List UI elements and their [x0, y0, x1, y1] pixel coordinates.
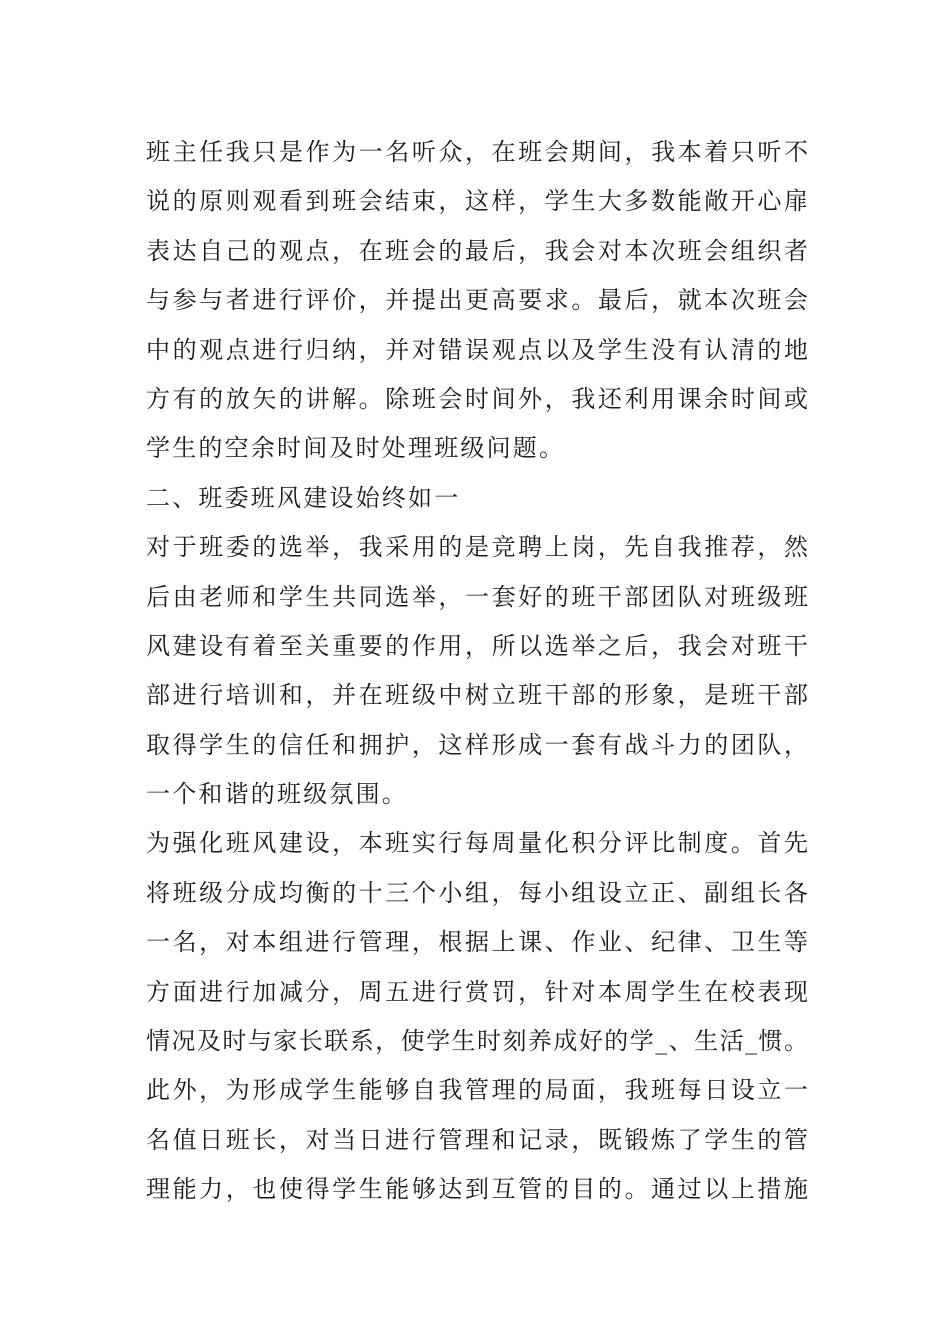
text-line: 学生的空余时间及时处理班级问题。: [146, 434, 566, 463]
text-line: 一名，对本组进行管理，根据上课、作业、纪律、卫生等: [146, 928, 808, 957]
text-line: 风建设有着至关重要的作用，所以选举之后，我会对班干: [146, 631, 808, 660]
text-line: 方面进行加减分，周五进行赏罚，针对本周学生在校表现: [146, 977, 808, 1006]
text-line: 理能力，也使得学生能够达到互管的目的。通过以上措施: [146, 1175, 808, 1204]
text-line: 取得学生的信任和拥护，这样形成一套有战斗力的团队，: [146, 730, 808, 759]
text-line: 部进行培训和，并在班级中树立班干部的形象，是班干部: [146, 681, 808, 710]
text-line: 情况及时与家长联系，使学生时刻养成好的学_、生活_惯。: [146, 1027, 808, 1056]
text-line: 方有的放矢的讲解。除班会时间外，我还利用课余时间或: [146, 384, 808, 413]
text-line: 对于班委的选举，我采用的是竞聘上岗，先自我推荐，然: [146, 533, 808, 562]
text-line: 与参与者进行评价，并提出更高要求。最后，就本次班会: [146, 286, 808, 315]
text-line: 班主任我只是作为一名听众，在班会期间，我本着只听不: [146, 138, 808, 166]
text-line: 说的原则观看到班会结束，这样，学生大多数能敞开心扉: [146, 187, 808, 216]
text-line: 将班级分成均衡的十三个小组，每小组设立正、副组长各: [146, 878, 808, 907]
body-text: [146, 128, 808, 1215]
section-heading: 二、班委班风建设始终如一: [146, 483, 461, 512]
text-line: 此外，为形成学生能够自我管理的局面，我班每日设立一: [146, 1076, 808, 1105]
text-line: 表达自己的观点，在班会的最后，我会对本次班会组织者: [146, 236, 808, 265]
text-line: 名值日班长，对当日进行管理和记录，既锻炼了学生的管: [146, 1125, 808, 1154]
text-line: 为强化班风建设，本班实行每周量化积分评比制度。首先: [146, 829, 808, 858]
text-line: 后由老师和学生共同选举，一套好的班干部团队对班级班: [146, 582, 808, 611]
text-line: 一个和谐的班级氛围。: [146, 780, 408, 809]
text-line: 中的观点进行归纳，并对错误观点以及学生没有认清的地: [146, 335, 808, 364]
